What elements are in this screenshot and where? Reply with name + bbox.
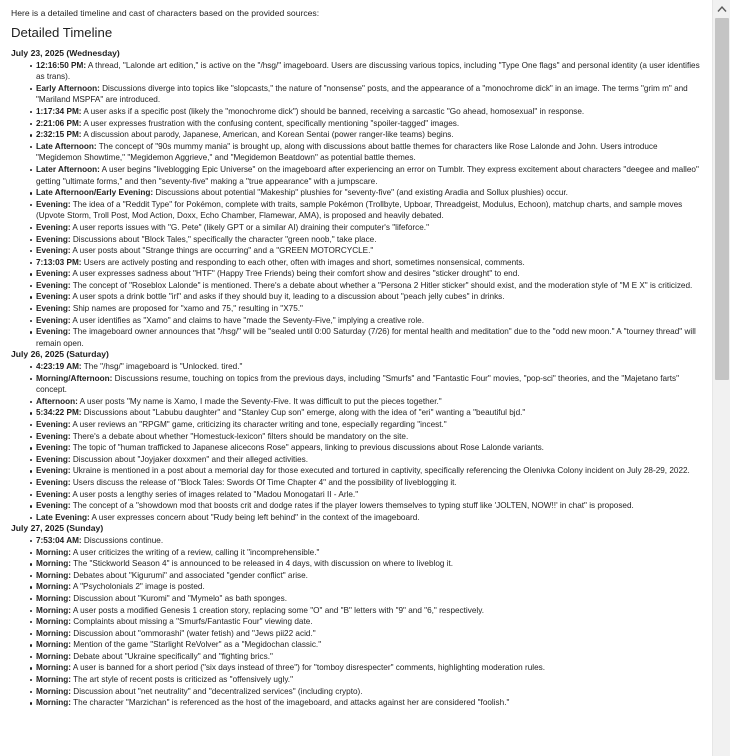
list-item <box>36 489 702 501</box>
entry-time: Morning: <box>36 617 72 627</box>
entry-time: Evening: <box>36 304 71 314</box>
entry-text: The topic of "human trafficked to Japanese alicecons Rose" appears, linking to previous discussions about Rose Lalonde variants. <box>70 443 544 453</box>
list-item <box>36 396 702 408</box>
list-item <box>36 245 702 257</box>
list-item <box>36 60 702 83</box>
list-item <box>36 268 702 280</box>
entry-time: Evening: <box>36 431 71 441</box>
entry-text: A "Psycholonials 2" image is posted. <box>71 582 205 592</box>
entry-text: A user criticizes the writing of a review, calling it "incomprehensible." <box>71 547 320 557</box>
entry-time: Morning: <box>36 559 72 569</box>
entry-time: Morning: <box>36 663 72 673</box>
entry-text: A user spots a drink bottle "irl" and asks if they should buy it, leading to a discussion about "peach jelly cubes" in drinks. <box>70 292 505 302</box>
entry-list <box>11 60 702 350</box>
entry-text: The concept of a "showdown mod that boosts crit and dodge rates if the player lowers themselves to typing stuff like 'JOLTEN, NOW!!' in chat" is proposed. <box>70 501 634 511</box>
list-item <box>36 512 702 524</box>
page-title: Detailed Timeline <box>11 25 113 40</box>
entry-time: Morning: <box>36 547 72 557</box>
entry-time: Early Afternoon: <box>36 83 100 93</box>
entry-time: Evening: <box>36 280 71 290</box>
list-item <box>36 500 702 512</box>
list-item <box>36 315 702 327</box>
entry-text: Discussion about "Joyjaker doxxmen" and their alleged activities. <box>70 454 309 464</box>
entry-text: The idea of a "Reddit Type" for Pokémon, complete with traits, sample Pokémon (Trollbyte, Upboar, Threadgeist, Modulus, Echoon), matchup charts, and sample moves (Upvote Storm, Troll Post, Mod Action, Doxx, Echo Chamber, Flamewar, AMA), is proposed and heavily debated. <box>36 199 683 221</box>
entry-text: Complaints about missing a "Smurfs/Fantastic Four" viewing date. <box>71 617 313 627</box>
entry-time: 5:34:22 PM: <box>36 408 82 418</box>
entry-text: A user expresses concern about "Rudy being left behind" in the context of the imageboard. <box>89 512 420 522</box>
entry-time: Evening: <box>36 246 71 256</box>
entry-time: Evening: <box>36 234 71 244</box>
day-heading: July 26, 2025 (Saturday) <box>11 349 109 360</box>
entry-list <box>11 535 702 709</box>
list-item <box>36 431 702 443</box>
day-heading: July 27, 2025 (Sunday) <box>11 523 104 534</box>
list-item <box>36 605 702 617</box>
list-item <box>36 407 702 419</box>
entry-time: Morning: <box>36 675 72 685</box>
list-item <box>36 662 702 674</box>
list-item <box>36 628 702 640</box>
entry-text: A user expresses sadness about "HTF" (Happy Tree Friends) being their comfort show and desires "sticker drought" to end. <box>70 269 520 279</box>
list-item <box>36 83 702 106</box>
chevron-up-icon <box>717 5 727 13</box>
entry-time: 7:53:04 AM: <box>36 535 82 545</box>
entry-time: Evening: <box>36 443 71 453</box>
entry-text: The concept of "90s mummy mania" is brought up, along with discussions about battle themes for characters like Rose Lalonde and John. Users introduce "Megidemon Showtime," "Megidemon Aggrieve," and "Megidemon Beatdown" as potential battle themes. <box>36 141 658 163</box>
entry-text: The concept of "Roseblox Lalonde" is mentioned. There's a debate about whether a "Persona 2 Hitler sticker" should exist, and the moderation style of "M E X" is criticized. <box>70 280 693 290</box>
entry-text: The "Stickworld Season 4" is announced to be released in 4 days, with discussion on where to liveblog it. <box>71 559 454 569</box>
entry-text: A thread, "Lalonde art edition," is active on the "/hsg/" imageboard. Users are discussing various topics, including "Type One flags" and personal identity (a user identifies as trans). <box>36 60 700 82</box>
entry-time: Late Evening: <box>36 512 90 522</box>
scroll-up-button[interactable] <box>713 0 730 17</box>
entry-text: Discussions about potential "Makeship" plushies for "seventy-five" (and existing Aradia and Sollux plushies) occur. <box>153 188 568 198</box>
list-item <box>36 141 702 164</box>
entry-text: A user posts about "Strange things are occurring" and a "GREEN MOTORCYCLE." <box>70 246 374 256</box>
entry-list <box>11 361 702 523</box>
entry-text: A user reviews an "RPGM" game, criticizing its character writing and tone, especially regarding "incest." <box>70 420 447 429</box>
list-item <box>36 106 702 118</box>
entry-time: Morning: <box>36 570 72 580</box>
entry-time: 2:32:15 PM: <box>36 130 82 140</box>
list-item <box>36 326 702 349</box>
list-item <box>36 686 702 698</box>
list-item <box>36 187 702 199</box>
entry-text: Ukraine is mentioned in a post about a memorial day for those executed and tortured in captivity, specifically referencing the Olenivka Colony incident on July 28-29, 2022. <box>70 466 690 476</box>
entry-time: Evening: <box>36 420 71 429</box>
list-item <box>36 570 702 582</box>
entry-text: A user posts a modified Genesis 1 creation story, replacing some "O" and "B" letters with "9" and "6," respectively. <box>71 605 484 615</box>
entry-text: A user asks if a specific post (likely the "monochrome dick") should be banned, receiving a sarcastic "Go ahead, homosexual" in response. <box>81 106 585 116</box>
entry-time: Evening: <box>36 501 71 511</box>
entry-text: The imageboard owner announces that "/hsg/" will be "sealed until 0:00 Saturday (7/26) for mental health and meditation" due to the "odd new moon." A "tourney thread" will remain open. <box>36 327 696 348</box>
list-item <box>36 697 702 709</box>
entry-time: Evening: <box>36 292 71 302</box>
entry-text: There's a debate about whether "Homestuck-lexicon" filters should be mandatory on the site. <box>70 431 409 441</box>
entry-text: Discussion about "net neutrality" and "decentralized services" (including crypto). <box>71 686 363 696</box>
entry-text: The art style of recent posts is criticized as "offensively ugly." <box>71 675 293 685</box>
entry-text: A user is banned for a short period ("six days instead of three") for "tomboy disrespecter" comments, highlighting moderation rules. <box>71 663 546 673</box>
entry-text: Ship names are proposed for "xamo and 75," resulting in "X75." <box>70 304 303 314</box>
entry-text: Discussions resume, touching on topics from the previous days, including "Smurfs" and "Fantastic Four" movies, "pop-sci" theories, and the "Majetano farts" concept. <box>36 373 680 395</box>
list-item <box>36 593 702 605</box>
entry-time: Evening: <box>36 269 71 279</box>
entry-time: Morning: <box>36 628 72 638</box>
entry-time: Morning: <box>36 582 72 592</box>
list-item <box>36 581 702 593</box>
entry-time: Morning: <box>36 686 72 696</box>
list-item <box>36 373 702 396</box>
timeline <box>11 48 702 709</box>
intro-text: Here is a detailed timeline and cast of characters based on the provided sources: <box>11 8 320 18</box>
entry-time: Morning/Afternoon: <box>36 373 113 383</box>
entry-time: Late Afternoon: <box>36 141 97 151</box>
entry-text: Discussion about "ommorashi" (water fetish) and "Jews pii22 acid." <box>71 628 316 638</box>
list-item <box>36 442 702 454</box>
entry-time: Morning: <box>36 593 72 603</box>
entry-text: Mention of the game "Starlight ReVolver" as a "Megidochan classic." <box>71 640 322 650</box>
list-item <box>36 199 702 222</box>
entry-time: 1:17:34 PM: <box>36 106 82 116</box>
list-item <box>36 558 702 570</box>
entry-text: Discussions diverge into topics like "slopcasts," the nature of "nonsense" posts, and the appearance of a "monochrome dick" in an image. The terms "grim m" and "Mariland MSPFA" are introduced. <box>36 83 688 105</box>
list-item <box>36 454 702 466</box>
entry-time: Evening: <box>36 222 71 232</box>
day-heading: July 23, 2025 (Wednesday) <box>11 48 120 58</box>
entry-time: 7:13:03 PM: <box>36 257 82 267</box>
list-item <box>36 616 702 628</box>
list-item <box>36 465 702 477</box>
entry-time: Morning: <box>36 698 72 708</box>
list-item <box>36 535 702 547</box>
list-item <box>36 303 702 315</box>
list-item <box>36 129 702 141</box>
entry-time: Evening: <box>36 199 71 209</box>
entry-text: Discussions about "Labubu daughter" and "Stanley Cup son" emerge, along with the idea of "eri" wanting a "beautiful bjd." <box>81 408 526 418</box>
entry-time: Evening: <box>36 315 71 325</box>
list-item <box>36 477 702 489</box>
list-item <box>36 651 702 663</box>
list-item <box>36 291 702 303</box>
entry-text: Discussions continue. <box>81 535 164 545</box>
entry-text: A user identifies as "Xamo" and claims to have "made the Seventy-Five," implying a creative role. <box>70 315 424 325</box>
entry-time: Evening: <box>36 454 71 464</box>
list-item <box>36 257 702 269</box>
entry-time: Morning: <box>36 651 72 661</box>
entry-time: Afternoon: <box>36 396 78 406</box>
entry-text: A user expresses frustration with the confusing content, specifically mentioning "spoiler-tagged" images. <box>81 118 460 128</box>
vertical-scrollbar[interactable] <box>712 0 730 756</box>
entry-time: Late Afternoon/Early Evening: <box>36 188 154 198</box>
entry-text: Users discuss the release of "Block Tales: Swords Of Time Chapter 4" and the possibility of liveblogging it. <box>70 477 457 487</box>
entry-text: A user posts a lengthy series of images related to "Madou Monogatari II - Arle." <box>70 489 359 499</box>
entry-text: The "/hsg/" imageboard is "Unlocked. tired." <box>81 362 243 372</box>
entry-time: 4:23:19 AM: <box>36 362 82 372</box>
list-item <box>36 361 702 373</box>
entry-text: Users are actively posting and responding to each other, often with images and short, sometimes nonsensical, comments. <box>81 257 525 267</box>
list-item <box>36 419 702 431</box>
entry-time: Evening: <box>36 327 71 337</box>
entry-time: 2:21:06 PM: <box>36 118 82 128</box>
list-item <box>36 547 702 559</box>
entry-time: Morning: <box>36 605 72 615</box>
entry-text: Discussion about "Kuromi" and "Mymelo" as bath sponges. <box>71 593 287 603</box>
entry-text: Debates about "Kigurumi" and associated "gender conflict" arise. <box>71 570 308 580</box>
entry-text: The character "Marzichan" is referenced as the host of the imageboard, and attacks against her are considered "foolish." <box>71 698 510 708</box>
entry-text: Debate about "Ukraine specifically" and "fighting brics." <box>71 651 273 661</box>
list-item <box>36 234 702 246</box>
entry-time: Evening: <box>36 477 71 487</box>
entry-text: A user begins "liveblogging Epic Universe" on the imageboard after experiencing an error on Tumblr. They express excitement about characters "deegee and malleo" getting "ultimate forms," and then "seventy-five" making a "true appearance" with a jumpscare. <box>36 164 699 186</box>
scrollbar-thumb[interactable] <box>715 18 729 380</box>
list-item <box>36 674 702 686</box>
entry-text: A user reports issues with "G. Pete" (likely GPT or a similar AI) draining their computer's "lifeforce." <box>70 222 429 232</box>
list-item <box>36 639 702 651</box>
entry-time: 12:16:50 PM: <box>36 60 87 70</box>
entry-time: Evening: <box>36 489 71 499</box>
entry-time: Morning: <box>36 640 72 650</box>
list-item <box>36 222 702 234</box>
entry-time: Evening: <box>36 466 71 476</box>
list-item <box>36 164 702 187</box>
entry-text: A user posts "My name is Xamo, I made the Seventy-Five. It was difficult to put the pieces together." <box>77 396 442 406</box>
entry-text: Discussions about "Block Tales," specifically the character "green noob," take place. <box>70 234 377 244</box>
entry-text: A discussion about parody, Japanese, American, and Korean Sentai (power ranger-like teams) begins. <box>81 130 454 140</box>
entry-time: Later Afternoon: <box>36 164 100 174</box>
list-item <box>36 280 702 292</box>
list-item <box>36 118 702 130</box>
